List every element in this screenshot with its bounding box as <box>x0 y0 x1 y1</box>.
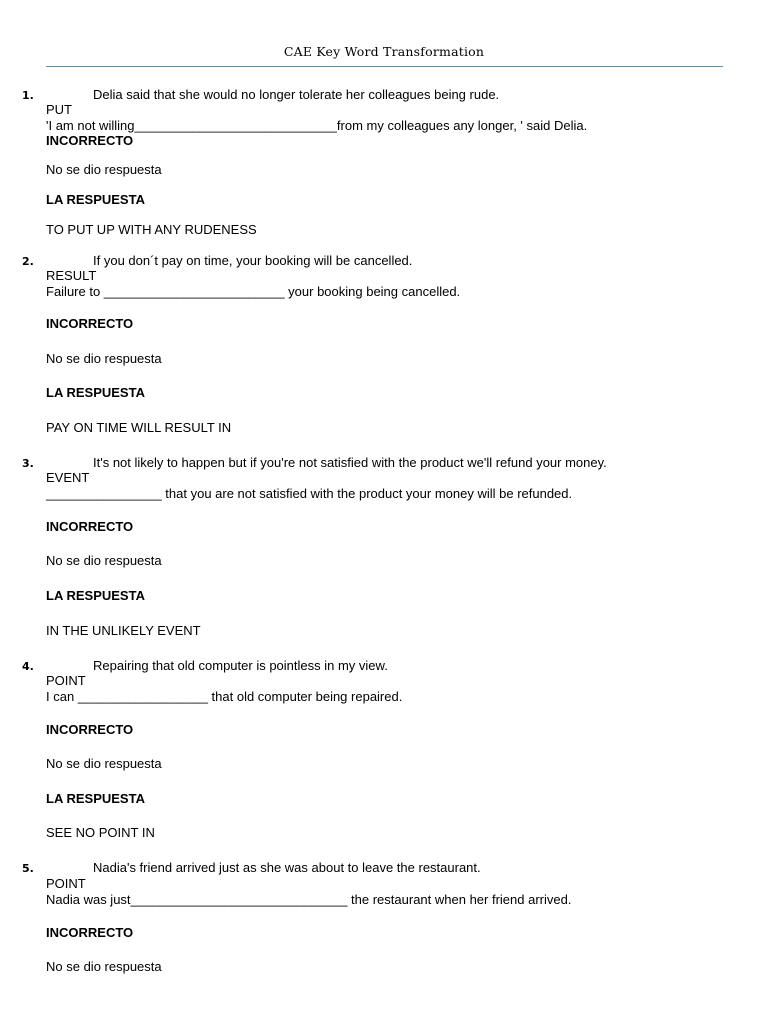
correct-answer: IN THE UNLIKELY EVENT <box>46 623 201 638</box>
answer-given: No se dio respuesta <box>46 553 162 568</box>
answer-given: No se dio respuesta <box>46 351 162 366</box>
key-word: PUT <box>46 102 72 117</box>
transformation-sentence: 'I am not willing____________________________from my colleagues any longer, ' said Delia. <box>46 118 588 133</box>
correct-answer: PAY ON TIME WILL RESULT IN <box>46 420 232 435</box>
answer-given: No se dio respuesta <box>46 959 162 974</box>
question-prompt: Repairing that old computer is pointless in my view. <box>93 658 388 673</box>
answer-label: LA RESPUESTA <box>46 192 145 207</box>
result-label: INCORRECTO <box>46 519 134 534</box>
key-word: POINT <box>46 673 86 688</box>
transformation-sentence: ________________ that you are not satisfied with the product your money will be refunded. <box>46 486 573 501</box>
question-number: 1. <box>22 89 34 102</box>
answer-label: LA RESPUESTA <box>46 385 145 400</box>
correct-answer: SEE NO POINT IN <box>46 825 155 840</box>
result-label: INCORRECTO <box>46 133 134 148</box>
answer-given: No se dio respuesta <box>46 756 162 771</box>
correct-answer: TO PUT UP WITH ANY RUDENESS <box>46 222 257 237</box>
question-prompt: It's not likely to happen but if you're not satisfied with the product we'll refund your money. <box>93 455 607 470</box>
question-prompt: Delia said that she would no longer tolerate her colleagues being rude. <box>93 87 500 102</box>
question-number: 4. <box>22 660 34 673</box>
title-divider <box>46 66 723 67</box>
key-word: EVENT <box>46 470 90 485</box>
key-word: POINT <box>46 876 86 891</box>
answer-label: LA RESPUESTA <box>46 791 145 806</box>
answer-given: No se dio respuesta <box>46 162 162 177</box>
document-title: CAE Key Word Transformation <box>283 44 485 59</box>
answer-label: LA RESPUESTA <box>46 588 145 603</box>
transformation-sentence: Nadia was just______________________________ the restaurant when her friend arrived. <box>46 892 572 907</box>
question-number: 3. <box>22 457 34 470</box>
result-label: INCORRECTO <box>46 925 134 940</box>
question-number: 5. <box>22 862 34 875</box>
result-label: INCORRECTO <box>46 722 134 737</box>
transformation-sentence: Failure to _________________________ your booking being cancelled. <box>46 284 461 299</box>
result-label: INCORRECTO <box>46 316 134 331</box>
transformation-sentence: I can __________________ that old computer being repaired. <box>46 689 403 704</box>
key-word: RESULT <box>46 268 97 283</box>
question-prompt: If you don´t pay on time, your booking will be cancelled. <box>93 253 413 268</box>
question-prompt: Nadia's friend arrived just as she was about to leave the restaurant. <box>93 860 481 875</box>
question-number: 2. <box>22 255 34 268</box>
